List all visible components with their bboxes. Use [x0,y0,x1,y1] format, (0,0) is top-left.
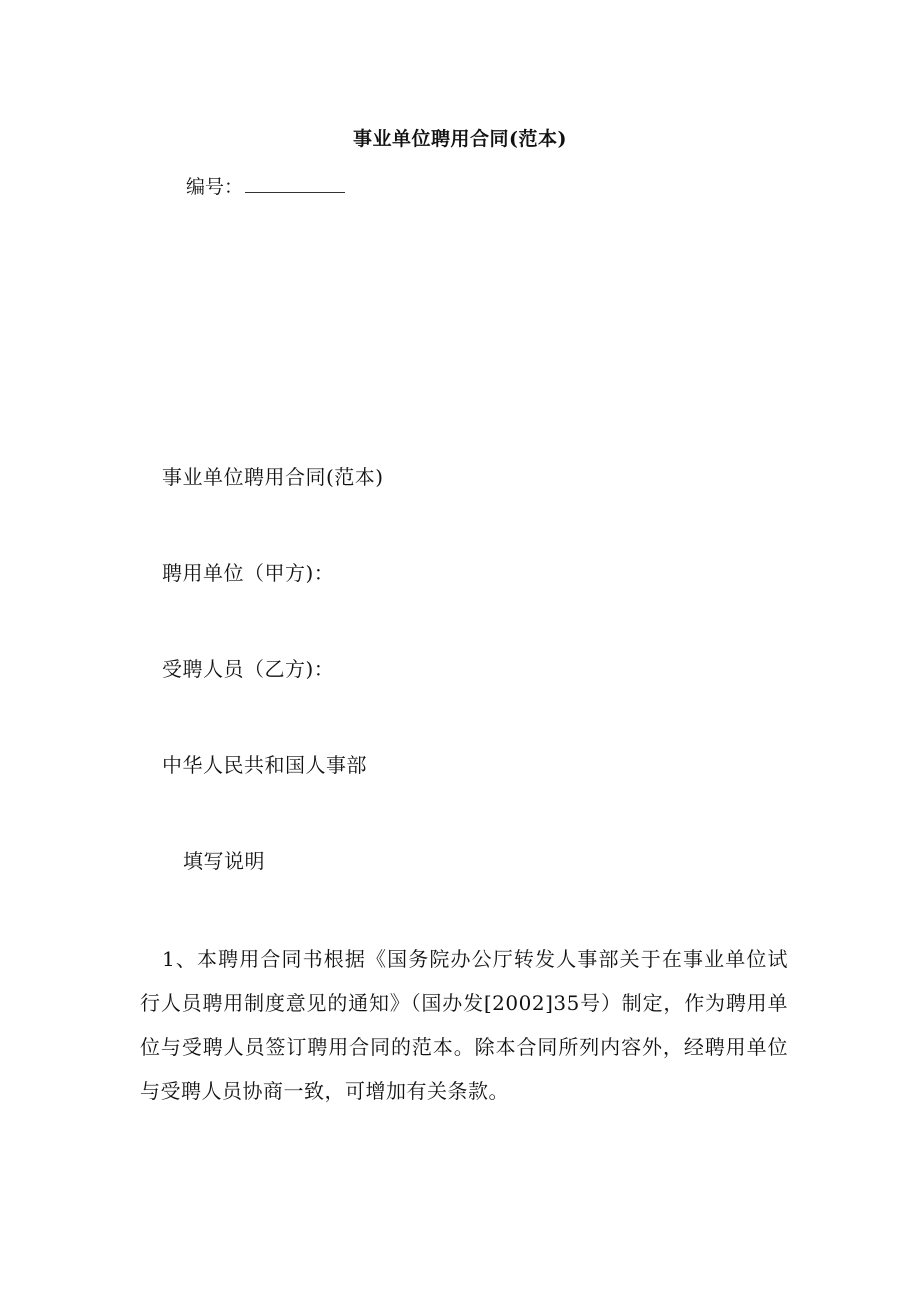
employer-label: 聘用单位（甲方)： [162,561,335,585]
serial-number-row [186,172,345,199]
issuer-name: 中华人民共和国人事部 [162,753,367,777]
document-title: 事业单位聘用合同(范本) [353,128,567,150]
serial-number-blank [245,174,345,193]
instructions-heading: 填写说明 [183,849,265,873]
instruction-item-1 [140,937,788,1113]
instruction-item-1-text: 1、本聘用合同书根据《国务院办公厅转发人事部关于在事业单位试行人员聘用制度意见的通知》（国办发[2002]35号）制定，作为聘用单位与受聘人员签订聘用合同的范本。除本合同所列内容外，经聘用单位与受聘人员协商一致，可增加有关条款。 [140,947,788,1103]
serial-number-label: 编号： [186,176,244,198]
cover-heading: 事业单位聘用合同(范本) [162,465,384,489]
employee-label: 受聘人员（乙方)： [162,657,335,681]
